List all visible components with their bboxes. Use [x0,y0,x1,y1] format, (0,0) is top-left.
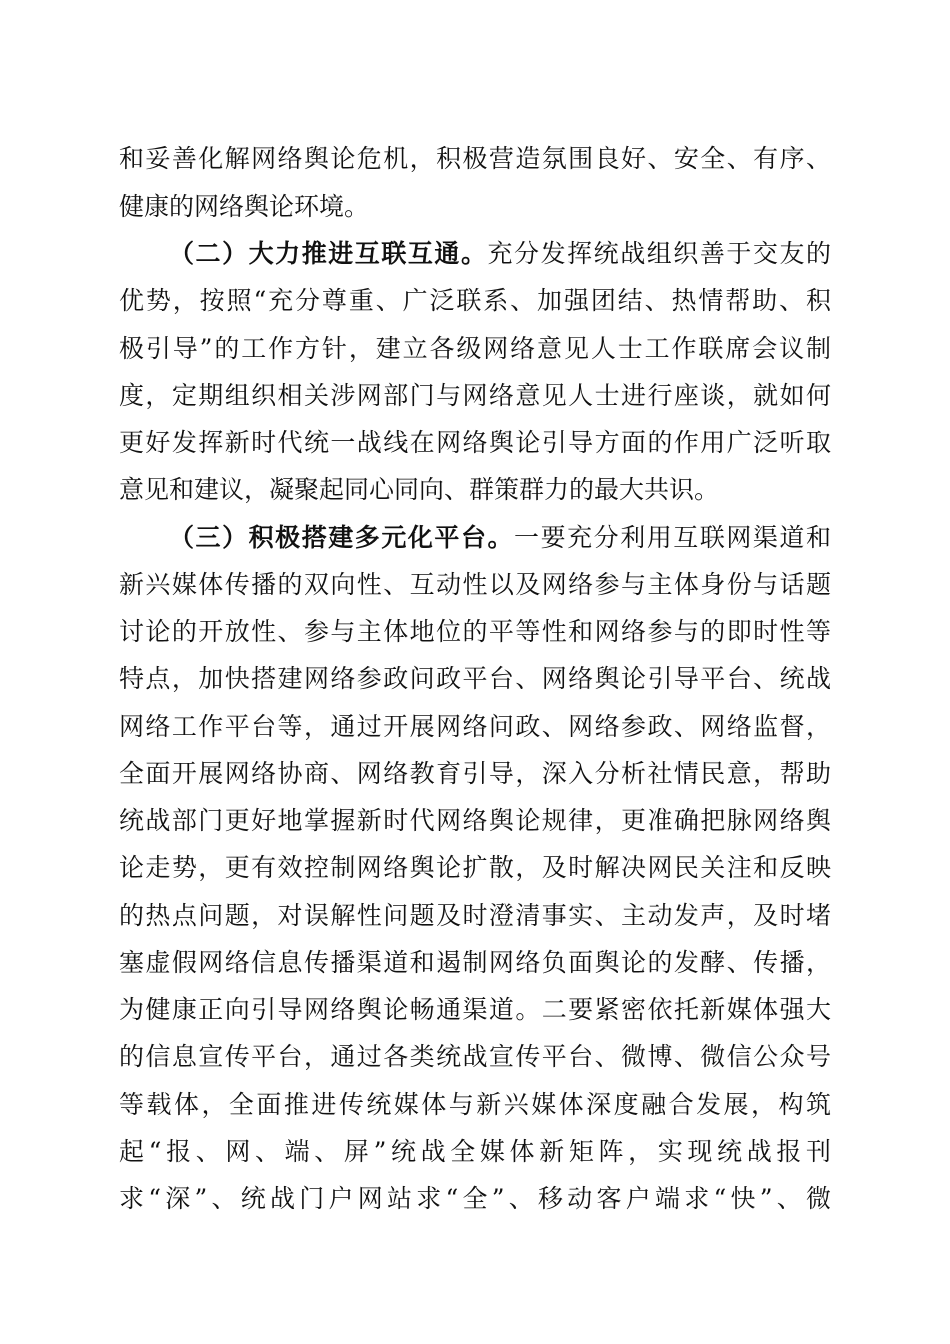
paragraph-line: 优势，按照“充分尊重、广泛联系、加强团结、热情帮助、积 [119,286,831,315]
paragraph-line: 为健康正向引导网络舆论畅通渠道。二要紧密依托新媒体强大 [119,995,831,1024]
paragraph-line: 论走势，更有效控制网络舆论扩散，及时解决网民关注和反映 [119,853,831,882]
paragraph-line: 的热点问题，对误解性问题及时澄清事实、主动发声，及时堵 [119,901,831,930]
paragraph-line: 起“报、网、端、屏”统战全媒体新矩阵，实现统战报刊 [119,1137,831,1166]
section-text: 一要充分利用互联网渠道和 [514,523,831,552]
paragraph-line: 度，定期组织相关涉网部门与网络意见人士进行座谈，就如何 [119,381,831,410]
paragraph-line: 等载体，全面推进传统媒体与新兴媒体深度融合发展，构筑 [119,1090,831,1119]
paragraph-line: 求“深”、统战门户网站求“全”、移动客户端求“快”、微 [119,1184,831,1213]
paragraph-line: 更好发挥新时代统一战线在网络舆论引导方面的作用广泛听取 [119,428,831,457]
paragraph-line: 意见和建议，凝聚起同心同向、群策群力的最大共识。 [119,475,720,504]
paragraph-line: 讨论的开放性、参与主体地位的平等性和网络参与的即时性等 [119,617,831,646]
paragraph-line: 极引导”的工作方针，建立各级网络意见人士工作联席会议制 [119,334,831,363]
paragraph-line: 网络工作平台等，通过开展网络问政、网络参政、网络监督， [119,712,831,741]
paragraph-line: 新兴媒体传播的双向性、互动性以及网络参与主体身份与话题 [119,570,831,599]
paragraph-line: 统战部门更好地掌握新时代网络舆论规律，更准确把脉网络舆 [119,806,831,835]
paragraph-line: 和妥善化解网络舆论危机，积极营造氛围良好、安全、有序、 [119,144,831,173]
section-heading: （二）大力推进互联互通。 [169,239,488,268]
section-heading: （三）积极搭建多元化平台。 [169,523,515,552]
paragraph-line: 健康的网络舆论环境。 [119,192,370,221]
section-heading-line [169,516,831,560]
paragraph-line: 特点，加快搭建网络参政问政平台、网络舆论引导平台、统战 [119,664,831,693]
paragraph-line: 全面开展网络协商、网络教育引导，深入分析社情民意，帮助 [119,759,831,788]
section-text: 充分发挥统战组织善于交友的 [487,239,831,268]
paragraph-line: 塞虚假网络信息传播渠道和遏制网络负面舆论的发酵、传播， [119,948,831,977]
section-heading-line [169,232,831,276]
paragraph-line: 的信息宣传平台，通过各类统战宣传平台、微博、微信公众号 [119,1042,831,1071]
